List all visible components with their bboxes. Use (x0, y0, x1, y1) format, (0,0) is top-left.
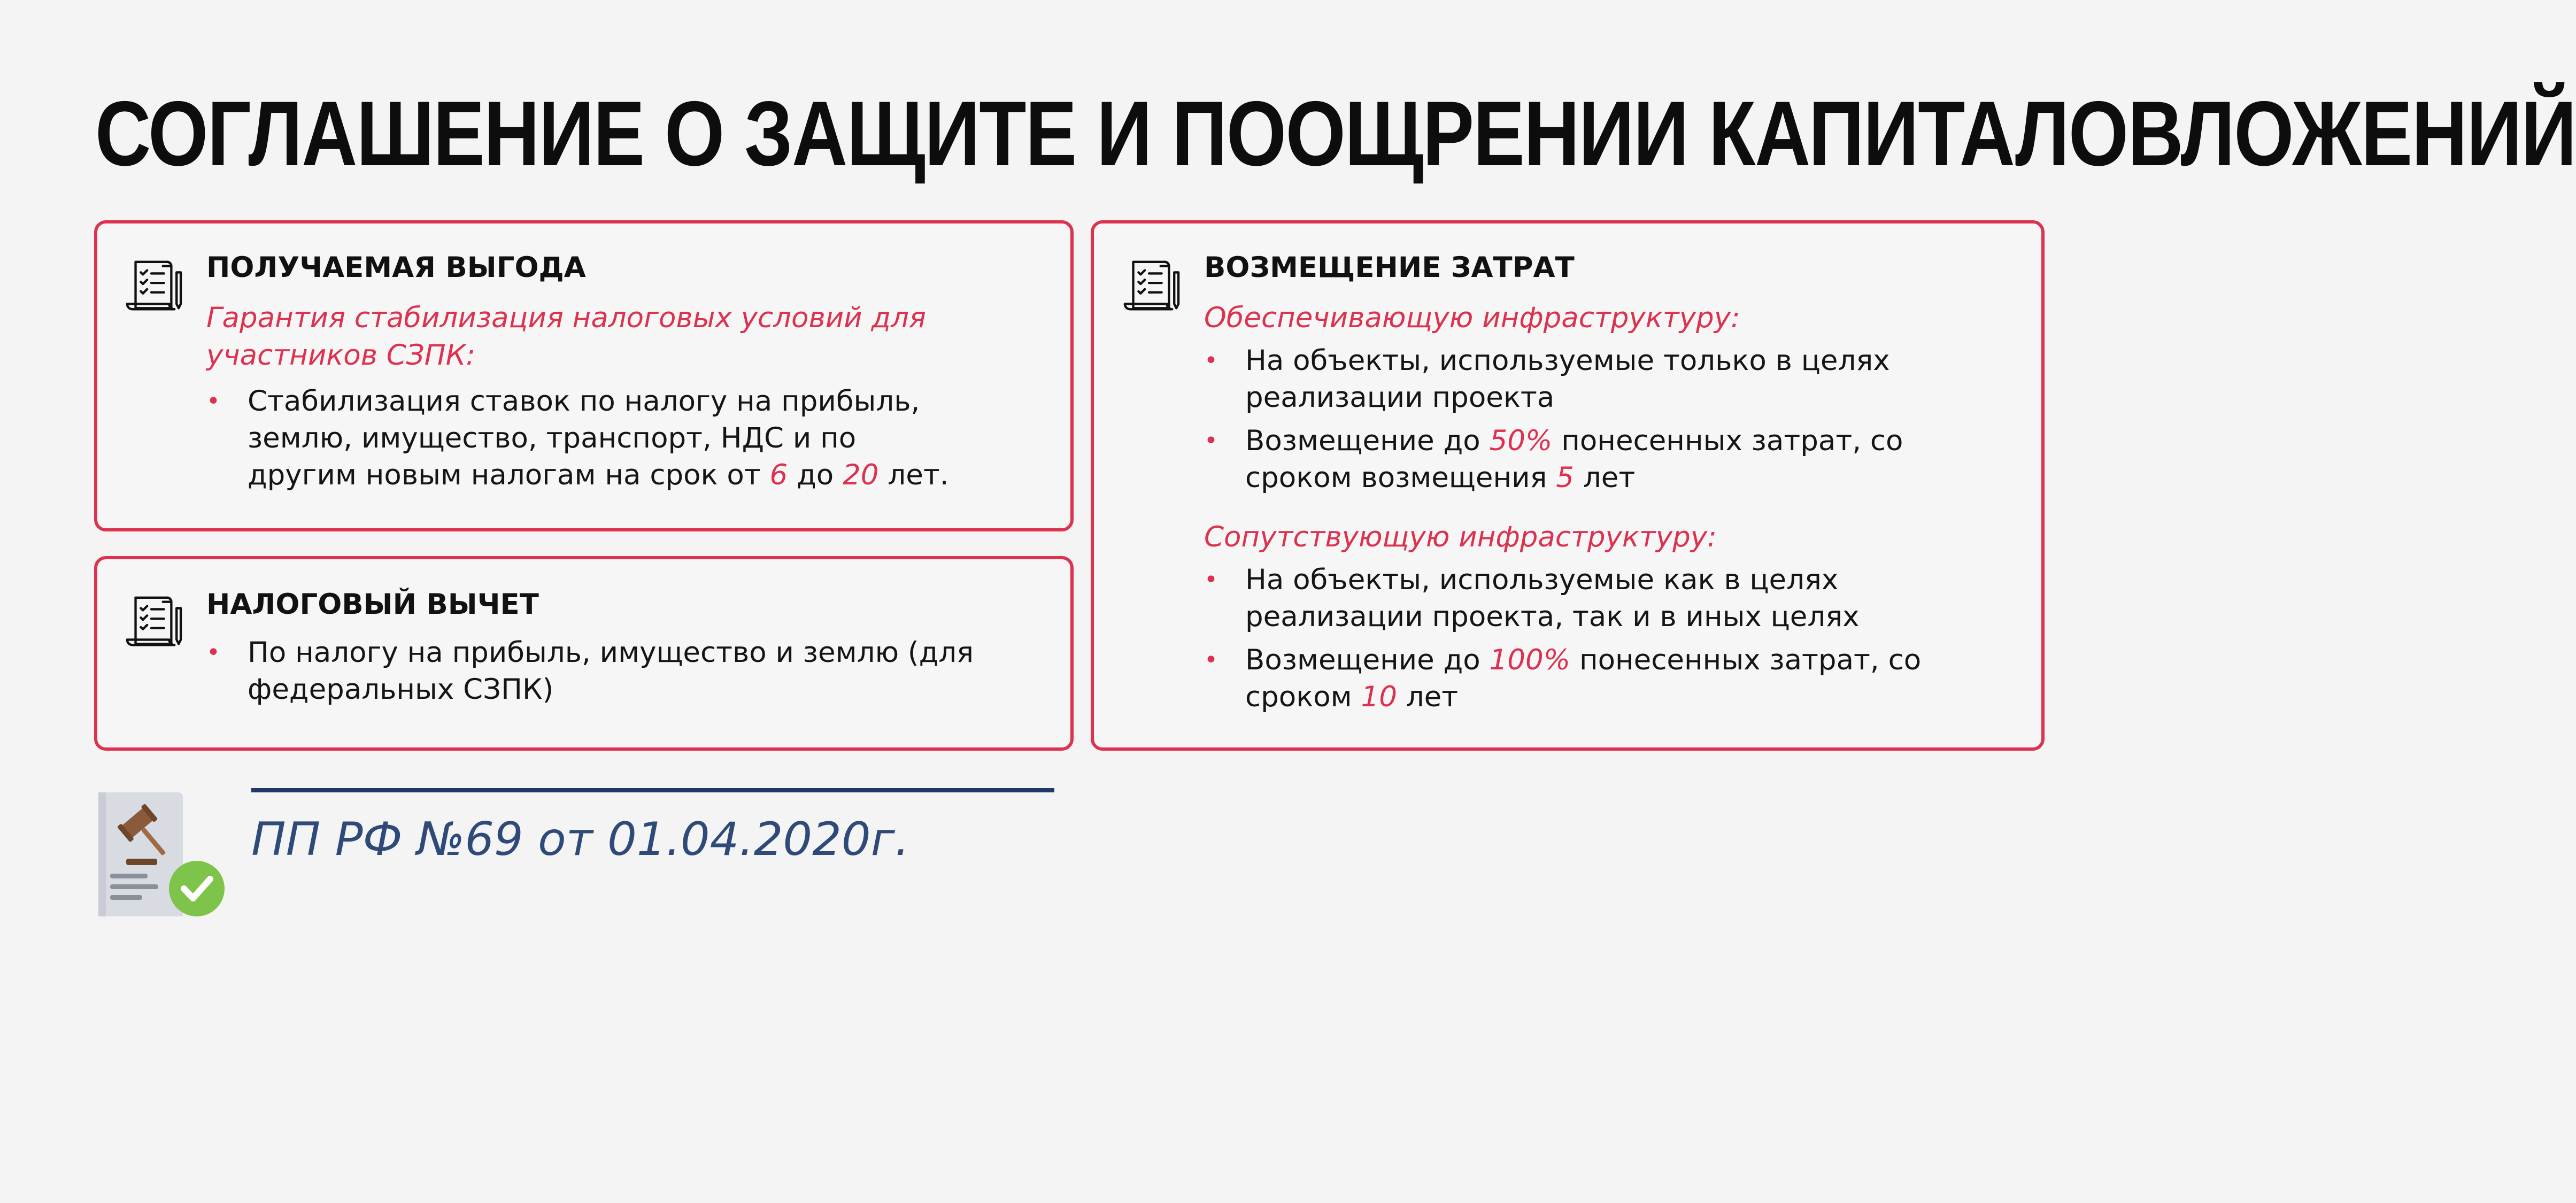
page-title: СОГЛАШЕНИЕ О ЗАЩИТЕ И ПООЩРЕНИИ КАПИТАЛОВЛОЖЕНИЙ (95, 82, 2576, 185)
supporting-percent: 50% (1489, 425, 1553, 457)
decree-reference: ПП РФ №69 от 01.04.2020г. (251, 813, 910, 866)
checklist-document-icon (1119, 256, 1182, 319)
benefit-list (206, 383, 1050, 500)
list-item: • Стабилизация ставок по налогу на прибыль, землю, имущество, транспорт, НДС и по другим новым налогам на срок от 6 до 20 лет. (248, 383, 1050, 493)
accompanying-years: 10 (1361, 681, 1397, 713)
benefit-card (94, 220, 1074, 531)
compensation-heading: ВОЗМЕЩЕНИЕ ЗАТРАТ (1204, 251, 1575, 284)
bullet-icon: • (1204, 347, 1218, 374)
supporting-years: 5 (1556, 461, 1575, 494)
supporting-infrastructure-subheading: Обеспечивающую инфраструктуру: (1204, 302, 1740, 334)
benefit-heading: ПОЛУЧАЕМАЯ ВЫГОДА (206, 251, 586, 284)
divider (251, 788, 1054, 792)
supporting-infrastructure-list (1204, 342, 2026, 503)
deduction-heading: НАЛОГОВЫЙ ВЫЧЕТ (206, 588, 539, 621)
bullet-icon: • (1204, 646, 1218, 674)
accompanying-infrastructure-list (1204, 561, 2026, 722)
accompanying-percent: 100% (1489, 644, 1571, 676)
bullet-icon: • (206, 388, 220, 415)
deduction-list (206, 634, 1050, 714)
accompanying-infrastructure-subheading: Сопутствующую инфраструктуру: (1204, 521, 1717, 553)
checklist-document-icon (121, 256, 184, 319)
max-years: 20 (843, 459, 879, 491)
benefit-subheading: Гарантия стабилизация налоговых условий для участников СЗПК: (206, 302, 926, 372)
list-item: • По налогу на прибыль, имущество и землю (для федеральных СЗПК) (248, 634, 1050, 708)
bullet-icon: • (1204, 566, 1218, 593)
bullet-icon: • (1204, 427, 1218, 454)
list-item: • На объекты, используемые только в целях реализации проекта (1245, 342, 2026, 416)
compensation-card (1091, 220, 2045, 751)
list-item: • На объекты, используемые как в целях реализации проекта, так и в иных целях (1245, 561, 2026, 635)
checklist-document-icon (121, 591, 184, 654)
deduction-card (94, 556, 1074, 751)
min-years: 6 (769, 459, 788, 491)
approved-legal-document-icon (95, 788, 229, 922)
list-item: • Возмещение до 100% понесенных затрат, со сроком 10 лет (1245, 642, 2026, 715)
list-item: • Возмещение до 50% понесенных затрат, со сроком возмещения 5 лет (1245, 422, 2026, 496)
bullet-icon: • (206, 639, 220, 666)
